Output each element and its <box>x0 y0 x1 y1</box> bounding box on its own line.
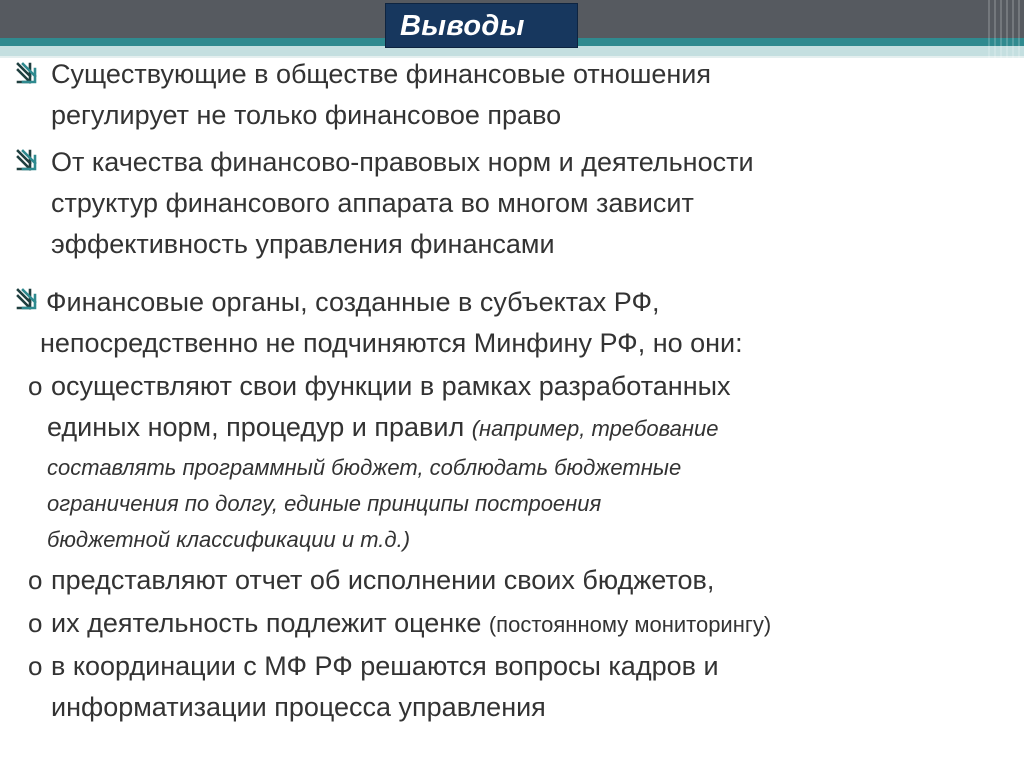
sub-bullet-1-line-2-main: единых норм, процедур и правил <box>47 412 472 442</box>
bullet-2-line-1: От качества финансово-правовых норм и деятельности <box>51 147 754 177</box>
slide-title: Выводы <box>400 10 525 42</box>
bullet-3-line-2: непосредственно не подчиняются Минфину РФ, но они: <box>40 328 743 358</box>
sub-bullet-2 <box>51 560 714 601</box>
sub-bullet-3-note: (постоянному мониторингу) <box>488 612 772 637</box>
sub-bullet-3 <box>51 603 771 645</box>
sub-bullet-1-line-2 <box>47 407 718 449</box>
bullet-1-line-1: Существующие в обществе финансовые отношения <box>51 59 712 89</box>
sub-bullet-1-note-line-1: составлять программный бюджет, соблюдать бюджетные <box>47 455 682 480</box>
bullet-3-line-1: Финансовые органы, созданные в субъектах РФ, <box>46 287 660 317</box>
sub-bullet-marker: o <box>28 371 43 401</box>
sub-bullet-4-line-2: информатизации процесса управления <box>51 692 546 722</box>
sub-bullet-4 <box>51 646 719 728</box>
sub-bullet-1-cont <box>47 407 718 449</box>
bullet-3-line-1-wrap <box>46 282 660 323</box>
bullet-1 <box>51 54 711 136</box>
bullet-2-line-3: эффективность управления финансами <box>51 229 555 259</box>
double-arrow-bullet-icon <box>14 147 44 177</box>
sub-bullet-marker: o <box>28 651 43 681</box>
sub-bullet-3-main: их деятельность подлежит оценке <box>51 608 489 638</box>
bullet-3-line-2-wrap <box>40 323 743 364</box>
sub-bullet-4-line-1: в координации с МФ РФ решаются вопросы кадров и <box>51 651 719 681</box>
double-arrow-bullet-icon <box>14 60 44 90</box>
sub-bullet-2-text: представляют отчет об исполнении своих бюджетов, <box>51 565 715 595</box>
sub-bullet-1-note <box>47 450 681 558</box>
sub-bullet-1 <box>51 366 731 407</box>
sub-bullet-marker: o <box>28 565 43 595</box>
bullet-2 <box>51 142 754 265</box>
sub-bullet-marker: o <box>28 608 43 638</box>
sub-bullet-1-note-line-3: бюджетной классификации и т.д.) <box>47 527 411 552</box>
sub-bullet-1-note-line-2: ограничения по долгу, единые принципы построения <box>47 491 602 516</box>
bullet-1-line-2: регулирует не только финансовое право <box>51 100 562 130</box>
sub-bullet-1-note-start: (например, требование <box>471 416 719 441</box>
sub-bullet-1-line-1: осуществляют свои функции в рамках разработанных <box>51 371 731 401</box>
bullet-2-line-2: структур финансового аппарата во многом зависит <box>51 188 694 218</box>
double-arrow-bullet-icon <box>14 286 44 316</box>
